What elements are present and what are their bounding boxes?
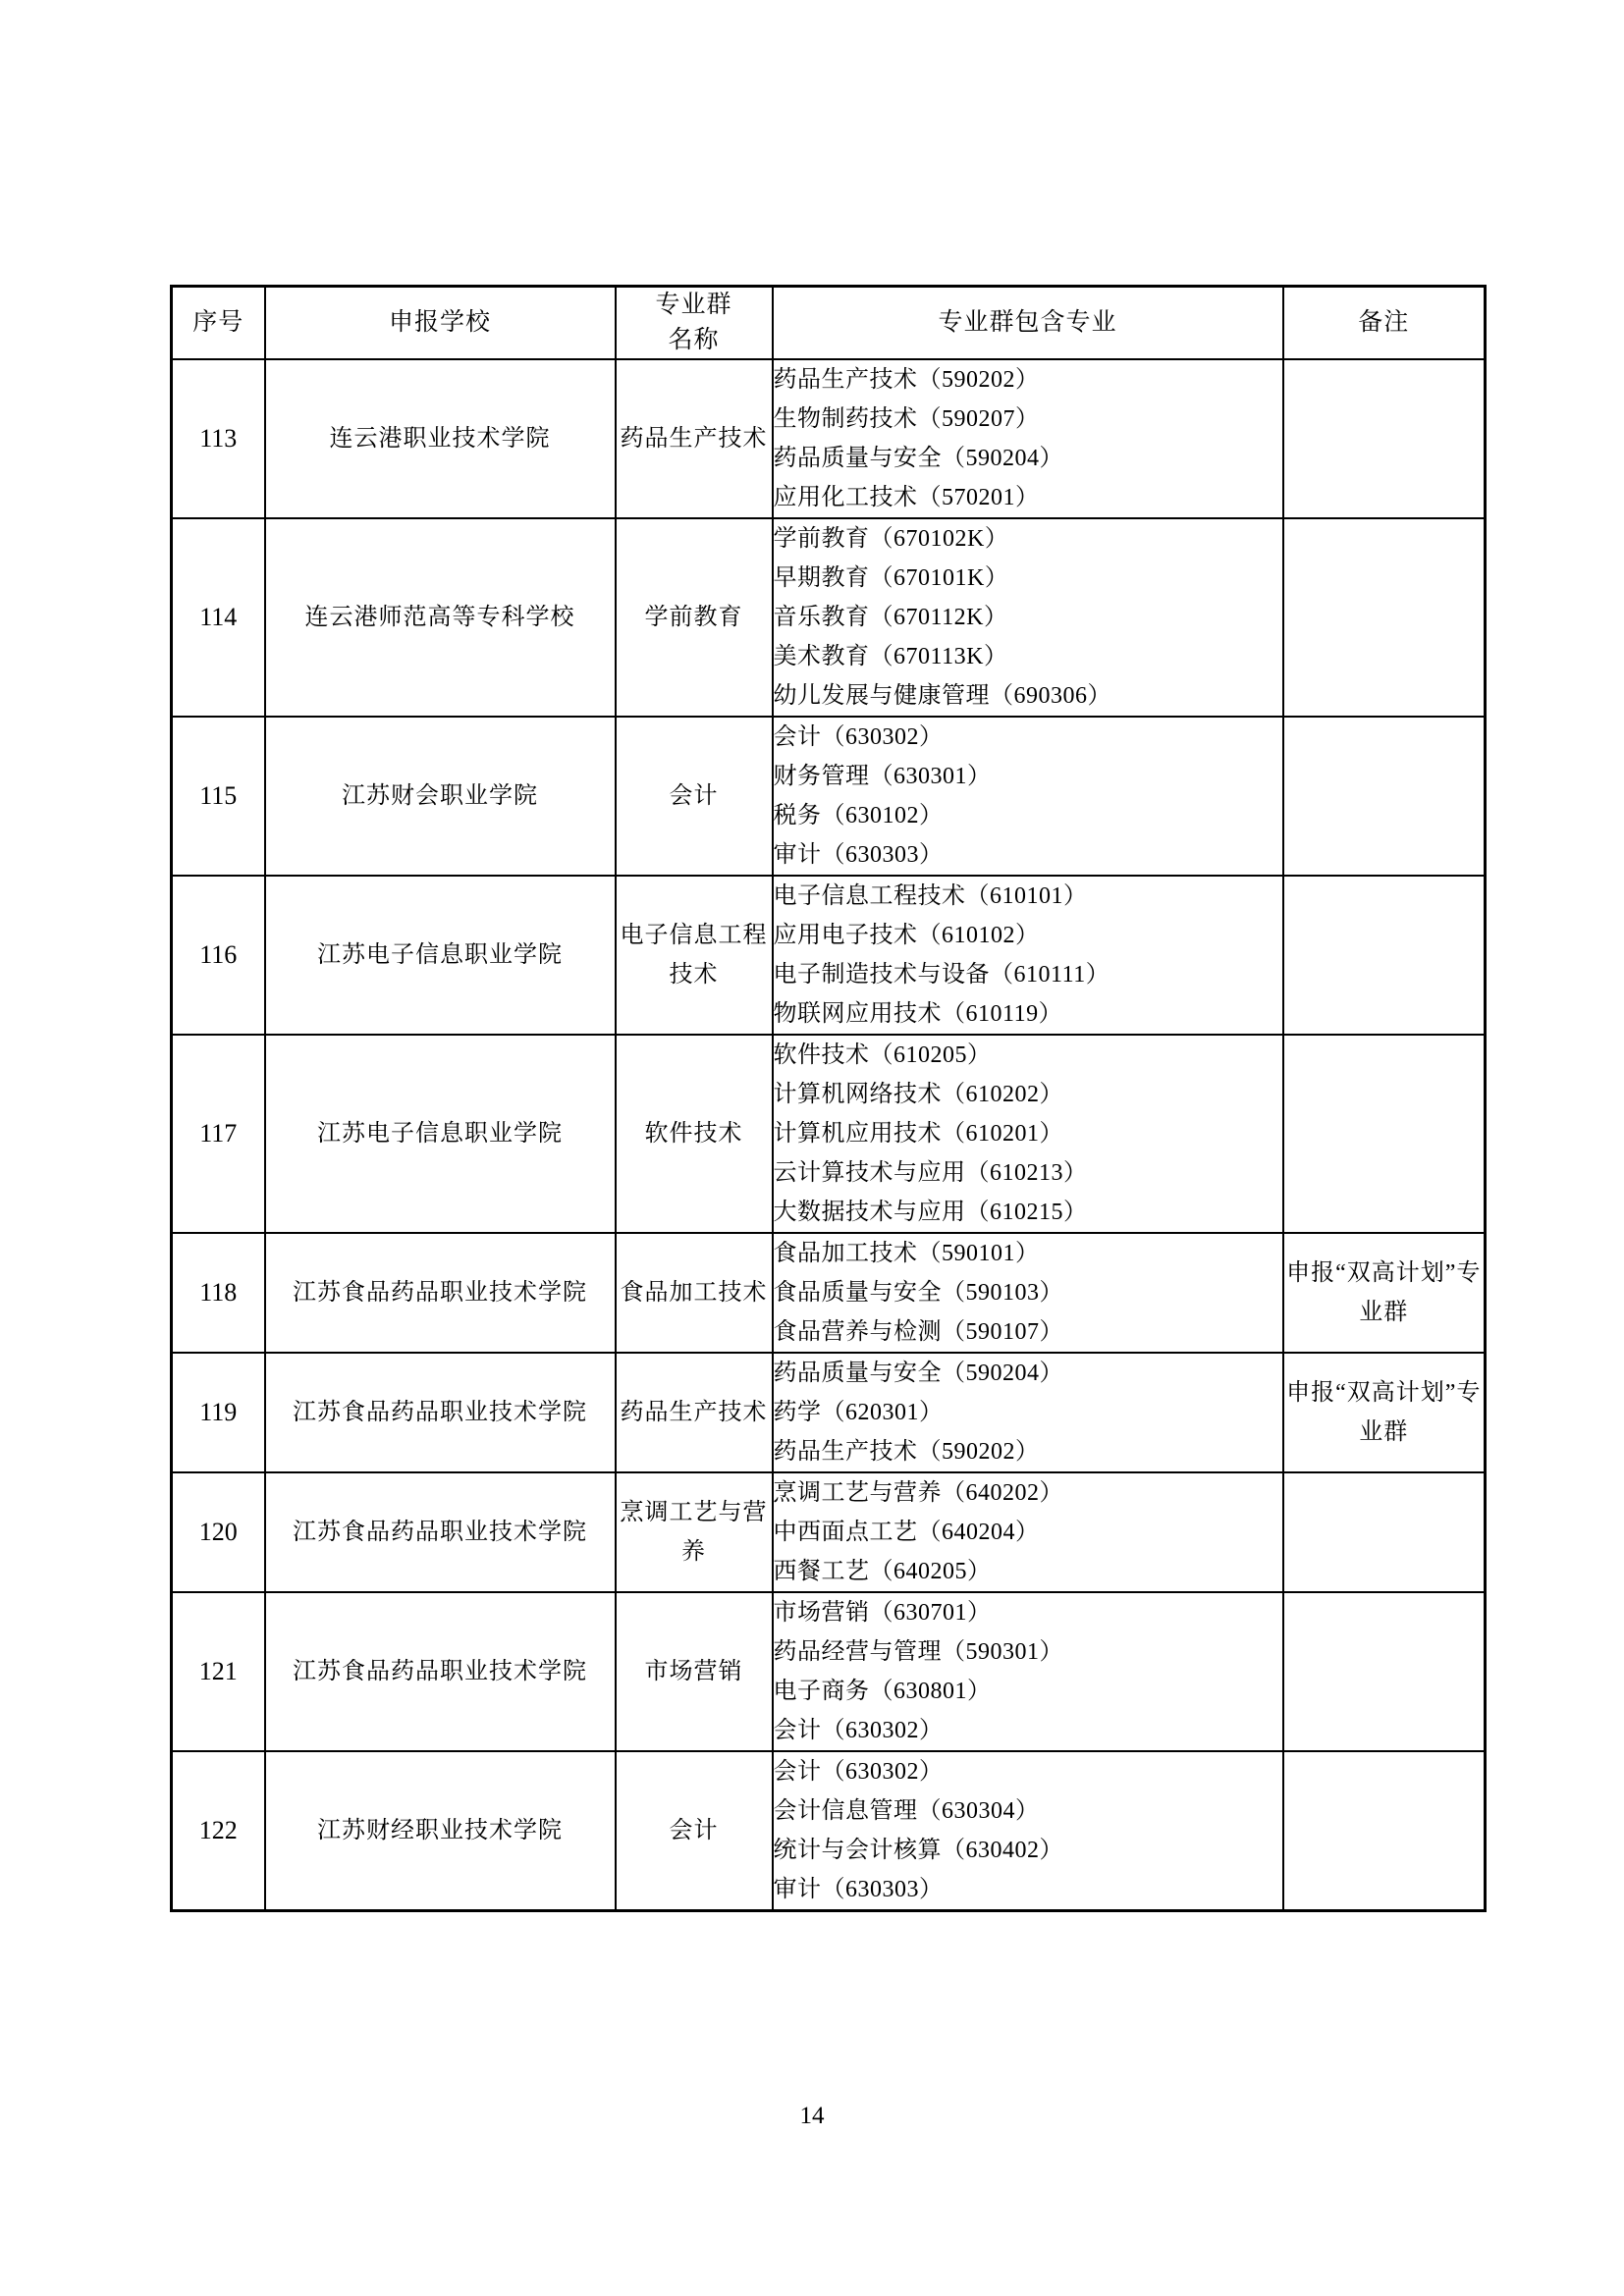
cell-sequence-number: 118	[172, 1233, 265, 1353]
major-entry: 学前教育（670102K）	[773, 526, 1009, 552]
major-entry: 药品质量与安全（590204）	[773, 446, 1063, 471]
major-entry: 电子商务（630801）	[773, 1679, 992, 1704]
major-entry: 市场营销（630701）	[773, 1600, 992, 1626]
page-number: 14	[799, 2103, 825, 2129]
major-entry: 软件技术（610205）	[773, 1042, 992, 1068]
table-row	[172, 876, 1486, 1035]
major-entry: 电子制造技术与设备（610111）	[773, 962, 1110, 988]
major-entry: 会计（630302）	[773, 1759, 944, 1785]
cell-group-name: 电子信息工程技术	[616, 876, 773, 1035]
cell-majors-list	[773, 1592, 1283, 1751]
cell-group-name: 学前教育	[616, 518, 773, 717]
major-entry: 烹调工艺与营养（640202）	[773, 1480, 1063, 1506]
major-entry: 应用化工技术（570201）	[773, 485, 1040, 510]
cell-school-name: 江苏财会职业学院	[265, 717, 616, 876]
cell-majors-list	[773, 1035, 1283, 1233]
major-entry: 西餐工艺（640205）	[773, 1559, 992, 1584]
cell-group-name: 药品生产技术	[616, 359, 773, 518]
column-header-note: 备注	[1283, 287, 1486, 360]
cell-note	[1283, 876, 1486, 1035]
table-header	[172, 287, 1486, 360]
major-entry: 应用电子技术（610102）	[773, 923, 1040, 948]
cell-sequence-number: 115	[172, 717, 265, 876]
major-entry: 美术教育（670113K）	[773, 644, 1008, 669]
cell-school-name: 江苏食品药品职业技术学院	[265, 1592, 616, 1751]
column-header-group-name-line2: 名称	[668, 327, 720, 353]
cell-majors-list	[773, 359, 1283, 518]
cell-school-name: 连云港职业技术学院	[265, 359, 616, 518]
cell-school-name: 江苏电子信息职业学院	[265, 876, 616, 1035]
cell-note	[1283, 717, 1486, 876]
major-entry: 药学（620301）	[773, 1400, 944, 1425]
major-entry: 审计（630303）	[773, 842, 944, 868]
table-row	[172, 518, 1486, 717]
major-entry: 会计信息管理（630304）	[773, 1798, 1040, 1824]
major-entry: 音乐教育（670112K）	[773, 605, 1008, 630]
major-entry: 计算机应用技术（610201）	[773, 1121, 1063, 1147]
column-header-group-name-line1: 专业群	[655, 292, 732, 318]
cell-majors-list	[773, 1233, 1283, 1353]
column-header-majors: 专业群包含专业	[773, 287, 1283, 360]
major-entry: 中西面点工艺（640204）	[773, 1520, 1040, 1545]
major-entry: 药品生产技术（590202）	[773, 1439, 1040, 1465]
cell-group-name: 会计	[616, 717, 773, 876]
cell-note	[1283, 518, 1486, 717]
cell-majors-list	[773, 876, 1283, 1035]
major-entry: 食品质量与安全（590103）	[773, 1280, 1063, 1306]
cell-group-name: 软件技术	[616, 1035, 773, 1233]
cell-school-name: 江苏财经职业技术学院	[265, 1751, 616, 1911]
cell-note	[1283, 1751, 1486, 1911]
cell-majors-list	[773, 1353, 1283, 1472]
table-row	[172, 1233, 1486, 1353]
column-header-group-name	[616, 287, 773, 360]
cell-sequence-number: 114	[172, 518, 265, 717]
cell-note: 申报“双高计划”专业群	[1283, 1353, 1486, 1472]
major-entry: 电子信息工程技术（610101）	[773, 883, 1088, 909]
major-entry: 幼儿发展与健康管理（690306）	[773, 683, 1111, 709]
major-entry: 计算机网络技术（610202）	[773, 1082, 1063, 1107]
major-entry: 食品营养与检测（590107）	[773, 1319, 1063, 1345]
cell-sequence-number: 121	[172, 1592, 265, 1751]
cell-sequence-number: 117	[172, 1035, 265, 1233]
table-row	[172, 1751, 1486, 1911]
cell-sequence-number: 119	[172, 1353, 265, 1472]
cell-school-name: 江苏食品药品职业技术学院	[265, 1353, 616, 1472]
cell-majors-list	[773, 717, 1283, 876]
major-entry: 大数据技术与应用（610215）	[773, 1200, 1088, 1225]
major-entry: 食品加工技术（590101）	[773, 1241, 1040, 1266]
major-entry: 药品质量与安全（590204）	[773, 1361, 1063, 1386]
cell-note	[1283, 1035, 1486, 1233]
cell-sequence-number: 122	[172, 1751, 265, 1911]
cell-school-name: 江苏食品药品职业技术学院	[265, 1233, 616, 1353]
cell-sequence-number: 113	[172, 359, 265, 518]
major-entry: 药品生产技术（590202）	[773, 367, 1040, 393]
column-header-no: 序号	[172, 287, 265, 360]
table-row	[172, 717, 1486, 876]
table-header-row	[172, 287, 1486, 360]
major-entry: 云计算技术与应用（610213）	[773, 1160, 1088, 1186]
cell-school-name: 连云港师范高等专科学校	[265, 518, 616, 717]
major-entry: 财务管理（630301）	[773, 764, 992, 789]
major-entry: 物联网应用技术（610119）	[773, 1001, 1063, 1027]
table-row	[172, 1472, 1486, 1592]
table-row	[172, 359, 1486, 518]
cell-group-name: 食品加工技术	[616, 1233, 773, 1353]
cell-school-name: 江苏食品药品职业技术学院	[265, 1472, 616, 1592]
major-entry: 药品经营与管理（590301）	[773, 1639, 1063, 1665]
cell-group-name: 市场营销	[616, 1592, 773, 1751]
cell-sequence-number: 116	[172, 876, 265, 1035]
major-entry: 会计（630302）	[773, 1718, 944, 1743]
cell-majors-list	[773, 1472, 1283, 1592]
cell-majors-list	[773, 518, 1283, 717]
major-entry: 早期教育（670101K）	[773, 565, 1009, 591]
table-row	[172, 1353, 1486, 1472]
major-entry: 税务（630102）	[773, 803, 944, 828]
table-body	[172, 359, 1486, 1911]
cell-group-name: 药品生产技术	[616, 1353, 773, 1472]
cell-note	[1283, 359, 1486, 518]
table-row	[172, 1592, 1486, 1751]
cell-majors-list	[773, 1751, 1283, 1911]
major-entry: 统计与会计核算（630402）	[773, 1838, 1063, 1863]
cell-note	[1283, 1592, 1486, 1751]
major-entry: 审计（630303）	[773, 1877, 944, 1902]
cell-school-name: 江苏电子信息职业学院	[265, 1035, 616, 1233]
cell-note: 申报“双高计划”专业群	[1283, 1233, 1486, 1353]
table-row	[172, 1035, 1486, 1233]
majors-table	[170, 285, 1487, 1912]
cell-group-name: 会计	[616, 1751, 773, 1911]
majors-table-container	[170, 285, 1484, 1912]
column-header-school: 申报学校	[265, 287, 616, 360]
cell-note	[1283, 1472, 1486, 1592]
cell-group-name: 烹调工艺与营养	[616, 1472, 773, 1592]
major-entry: 生物制药技术（590207）	[773, 406, 1040, 432]
major-entry: 会计（630302）	[773, 724, 944, 750]
cell-sequence-number: 120	[172, 1472, 265, 1592]
